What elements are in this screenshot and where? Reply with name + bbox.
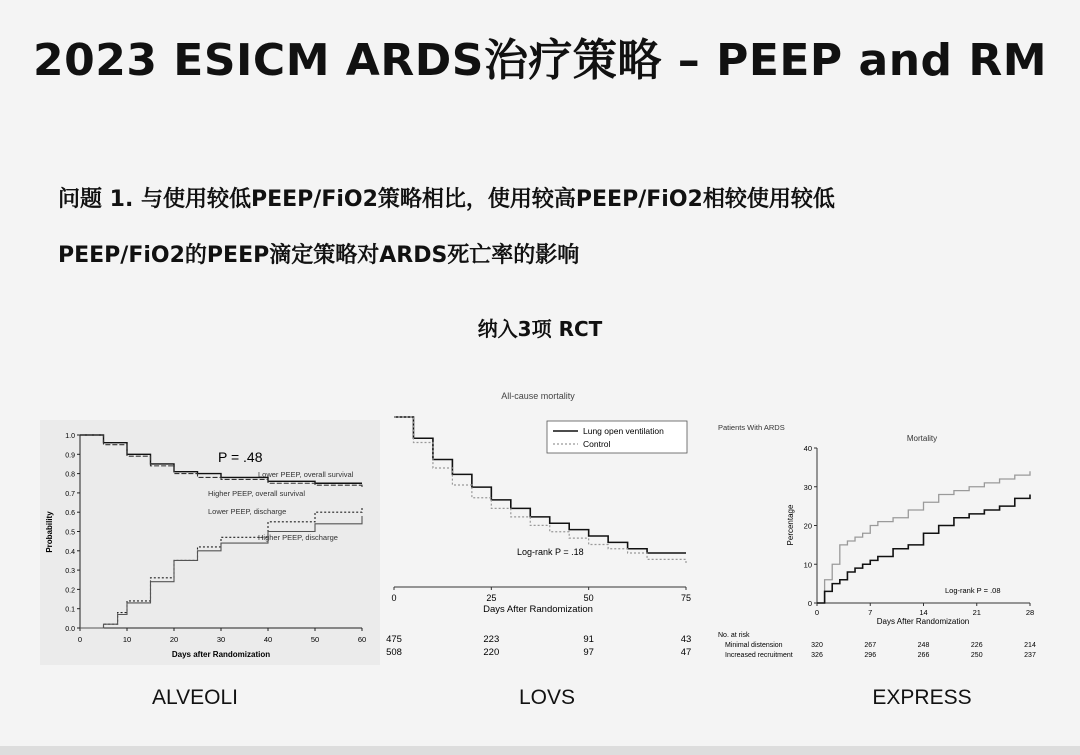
alveoli-x-tick-label: 40 — [263, 635, 273, 644]
alveoli-x-tick-label: 10 — [122, 635, 132, 644]
caption-express: EXPRESS — [872, 686, 972, 709]
alveoli-x-tick-label: 20 — [169, 635, 179, 644]
express-risk-value: 237 — [1024, 652, 1036, 659]
lovs-x-tick-label: 50 — [583, 593, 594, 603]
alveoli-y-label: Probability — [45, 511, 54, 553]
alveoli-y-tick-label: 0.1 — [65, 606, 75, 614]
express-risk-label-1: Minimal distension — [725, 642, 783, 649]
lovs-risk-value: 220 — [483, 647, 500, 658]
lovs-x-tick-label: 25 — [486, 593, 497, 603]
alveoli-y-tick-label: 1.0 — [65, 433, 75, 440]
express-panel-label: Patients With ARDS — [718, 423, 785, 432]
lovs-risk-value: 43 — [680, 634, 692, 645]
alveoli-series-label-4: Higher PEEP, discharge — [258, 533, 338, 542]
express-risk-value: 296 — [864, 652, 877, 659]
express-risk-value: 250 — [970, 652, 983, 659]
slide-title: 2023 ESICM ARDS治疗策略 – PEEP and RM — [33, 35, 1047, 86]
lovs-chart — [380, 385, 700, 665]
lovs-legend-label-2: Control — [583, 439, 611, 449]
lovs-risk-value: 508 — [386, 647, 402, 658]
alveoli-series-label-1: Lower PEEP, overall survival — [258, 470, 354, 479]
alveoli-p-value: P = .48 — [218, 449, 263, 465]
lovs-x-tick-label: 75 — [680, 593, 692, 603]
express-risk-value: 320 — [811, 642, 823, 649]
express-logrank-p: Log-rank P = .08 — [945, 586, 1001, 595]
alveoli-x-tick-label: 30 — [216, 635, 226, 644]
express-risk-value: 267 — [864, 642, 877, 649]
alveoli-series-label-3: Lower PEEP, discharge — [208, 507, 287, 516]
express-risk-label-2: Increased recruitment — [725, 652, 793, 659]
alveoli-y-tick-label: 0.2 — [65, 587, 75, 595]
express-y-tick-label: 40 — [803, 444, 812, 453]
express-x-tick-label: 21 — [972, 608, 981, 617]
lovs-x-label: Days After Randomization — [483, 604, 593, 615]
express-risk-value: 248 — [917, 642, 930, 649]
alveoli-chart — [40, 420, 380, 665]
lovs-legend-label-1: Lung open ventilation — [583, 426, 664, 436]
express-risk-value: 226 — [970, 642, 983, 649]
express-x-tick-label: 14 — [919, 608, 928, 617]
express-risk-value: 266 — [917, 652, 930, 659]
lovs-risk-value: 223 — [483, 634, 500, 645]
express-x-tick-label: 7 — [868, 608, 873, 617]
lovs-risk-value: 475 — [386, 634, 402, 645]
express-x-label: Days After Randomization — [876, 617, 970, 626]
express-risk-value: 214 — [1024, 642, 1036, 649]
alveoli-x-tick-label: 0 — [77, 635, 83, 644]
alveoli-series-label-2: Higher PEEP, overall survival — [208, 489, 305, 498]
lovs-logrank-p: Log-rank P = .18 — [517, 547, 584, 557]
alveoli-chart-panel — [40, 420, 380, 665]
lovs-risk-value: 97 — [583, 647, 594, 658]
express-y-tick-label: 30 — [803, 482, 812, 492]
alveoli-y-tick-label: 0.7 — [65, 490, 75, 498]
slide-subtitle: 纳入3项 RCT — [477, 317, 603, 341]
express-risk-header: No. at risk — [718, 632, 750, 639]
lovs-chart-title: All-cause mortality — [501, 391, 575, 401]
alveoli-y-tick-label: 0.3 — [65, 568, 75, 576]
alveoli-y-tick-label: 0.9 — [65, 452, 75, 460]
caption-lovs: LOVS — [518, 686, 576, 709]
express-y-tick-label: 10 — [803, 560, 812, 570]
alveoli-y-tick-label: 0.0 — [65, 626, 75, 633]
alveoli-x-tick-label: 50 — [310, 635, 320, 644]
caption-alveoli: ALVEOLI — [152, 686, 238, 709]
question-text — [58, 172, 1058, 284]
question-line-2: PEEP/FiO2的PEEP滴定策略对ARDS死亡率的影响 — [58, 243, 580, 268]
alveoli-y-tick-label: 0.4 — [65, 548, 75, 556]
question-line-1: 问题 1. 与使用较低PEEP/FiO2策略相比，使用较高PEEP/FiO2相较使用较低 — [58, 187, 835, 212]
alveoli-x-label: Days after Randomization — [171, 650, 271, 659]
express-chart-title: Mortality — [906, 434, 938, 443]
express-chart-panel — [705, 415, 1050, 665]
alveoli-y-tick-label: 0.8 — [65, 471, 75, 479]
express-x-tick-label: 0 — [814, 608, 820, 617]
lovs-chart-panel — [380, 385, 700, 665]
express-risk-value: 326 — [811, 652, 823, 659]
express-y-label: Percentage — [786, 504, 795, 546]
lovs-x-tick-label: 0 — [391, 593, 397, 603]
express-x-tick-label: 28 — [1025, 608, 1035, 617]
footer-bar — [0, 746, 1080, 755]
express-y-tick-label: 0 — [807, 599, 812, 608]
lovs-risk-value: 47 — [680, 647, 692, 658]
alveoli-y-tick-label: 0.5 — [65, 529, 75, 537]
alveoli-y-tick-label: 0.6 — [65, 510, 75, 518]
lovs-risk-value: 91 — [583, 634, 594, 645]
alveoli-x-tick-label: 60 — [357, 635, 367, 644]
express-y-tick-label: 20 — [803, 521, 812, 531]
express-chart — [705, 415, 1050, 665]
